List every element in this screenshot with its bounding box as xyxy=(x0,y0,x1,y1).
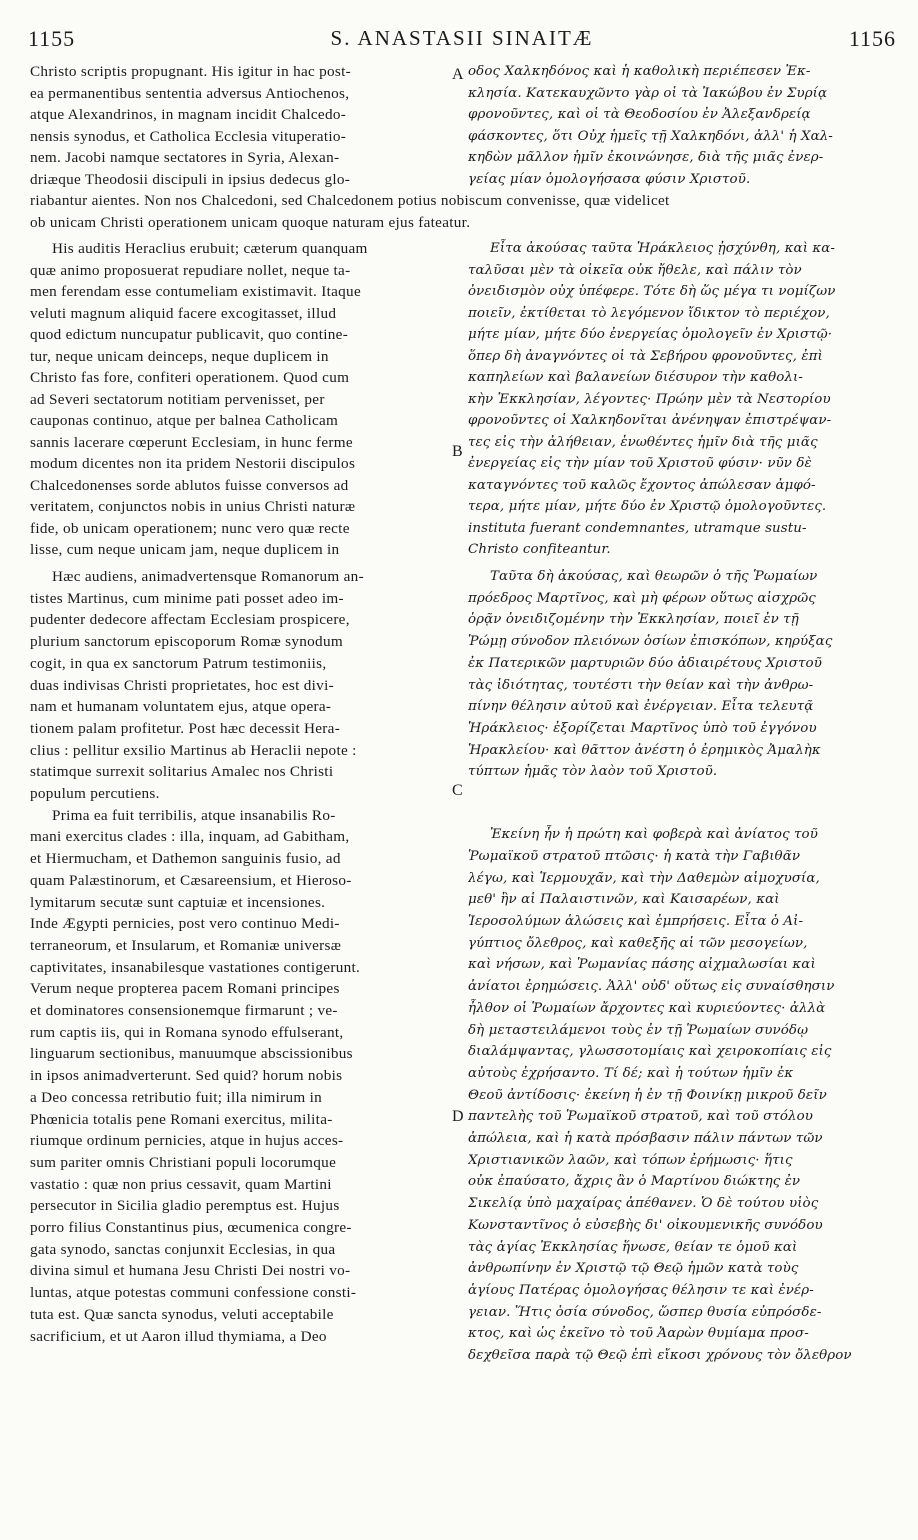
greek-text-line: Ῥώμῃ σύνοδον πλειόνων ὁσίων ἐπισκόπων, κηρύξας xyxy=(468,634,833,650)
greek-text-line: οὐκ ἐπαύσατο, ἄχρις ἂν ὁ Μαρτίνου διώκτης ἐν xyxy=(468,1174,801,1190)
greek-text-line: παντελὴς τοῦ Ῥωμαϊκοῦ στρατοῦ, καὶ τοῦ στόλου xyxy=(468,1109,814,1125)
latin-text-line: nensis synodus, et Catholica Ecclesia vituperatio- xyxy=(30,127,347,145)
latin-text-line: porro filius Constantinus pius, œcumenica congre- xyxy=(30,1219,352,1236)
latin-text-line: duas indivisas Christi proprietates, hoc est divi- xyxy=(30,676,334,694)
greek-text-line: Σικελίᾳ ὑπὸ μαχαίρας ἀπέθανεν. Ὁ δὲ τούτου υἱὸς xyxy=(468,1196,819,1212)
greek-text-line: Ταῦτα δὴ ἀκούσας, καὶ θεωρῶν ὁ τῆς Ῥωμαίων xyxy=(490,569,818,584)
latin-text-line: sannis lacerare cœperunt Ecclesiam, in hunc ferme xyxy=(30,433,353,451)
latin-text-line: driæque Theodosii discipuli in ipsius dedecus glo- xyxy=(30,170,351,188)
margin-marker-d: D xyxy=(452,1108,464,1125)
page-number-right: 1156 xyxy=(848,26,896,51)
spanning-text-line: ob unicam Christi operationem unicam quoque naturam ejus fateatur. xyxy=(30,213,471,231)
latin-text-line: riumque ordinum pernicies, atque in hujus acces- xyxy=(30,1132,344,1150)
greek-text-line: Ἡράκλειος· ἐξορίζεται Μαρτῖνος ὑπὸ τοῦ ἐγγόνου xyxy=(468,720,817,736)
latin-text-line: tistes Martinus, cum minime pati posset adeo im- xyxy=(30,589,344,607)
latin-text-line: fide, ob unicam operationem; nunc vero quæ recte xyxy=(30,519,350,537)
margin-marker-a: A xyxy=(452,66,464,83)
greek-text-line: τὰς ἁγίας Ἐκκλησίας ἥνωσε, θείαν τε ὁμοῦ καὶ xyxy=(468,1239,798,1255)
latin-text-line: quam Palæstinorum, et Cæsareensium, et Hieroso- xyxy=(30,871,352,889)
latin-text-line: modum dicentes non ita pridem Nestorii discipulos xyxy=(30,455,356,472)
greek-text-line: Ἡρακλείου· καὶ θᾶττον ἀνέστη ὁ ἐρημικὸς Ἀμαλὴκ xyxy=(468,742,821,758)
latin-text-line: captivitates, insanabilesque vastationes contigerunt. xyxy=(30,958,361,976)
latin-text-line: vastatio : quæ non prius cessavit, quam Martini xyxy=(30,1175,332,1193)
greek-text-line: δεχθεῖσα παρὰ τῷ Θεῷ ἐπὶ εἴκοσι χρόνους τὸν ὄλεθρον xyxy=(468,1348,852,1364)
greek-text-line: λέγω, καὶ Ἱερμουχᾶν, καὶ τὴν Δαθεμὼν αἱμοχυσία, xyxy=(468,870,820,886)
greek-text-line: instituta fuerant condemnantes, utramque sustu- xyxy=(468,520,807,536)
latin-text-line: Verum neque propterea pacem Romani principes xyxy=(30,980,340,998)
latin-text-line: a Deo concessa retributio fuit; illa nimirum in xyxy=(30,1088,323,1106)
spanning-text-line: riabantur aientes. Non nos Chalcedoni, sed Chalcedonem potius nobiscum convenisse, quæ videlicet xyxy=(30,192,670,209)
latin-text-line: veritatem, conjunctos nobis in unius Christi naturæ xyxy=(30,498,356,515)
greek-text-line: γείας μίαν ὁμολογήσασα φύσιν Χριστοῦ. xyxy=(468,171,751,187)
latin-text-line: lisse, cum neque unicam jam, neque duplicem in xyxy=(30,541,340,558)
latin-text-line: nem. Jacobi namque sectatores in Syria, Alexan- xyxy=(30,149,340,166)
latin-text-line: terraneorum, et Insularum, et Romaniæ universæ xyxy=(30,936,342,954)
greek-text-line: οδος Χαλκηδόνος καὶ ἡ καθολικὴ περιέπεσεν Ἐκ- xyxy=(468,64,811,79)
greek-text-line: αὐτοὺς ἐχρήσαντο. Τί δέ; καὶ ἡ τούτων ἡμῖν ἐκ xyxy=(468,1065,794,1081)
latin-text-line: rum captis iis, qui in Romana synodo effulserant, xyxy=(30,1023,344,1041)
greek-text-line: ἁγίους Πατέρας ὁμολογήσας θέλησιν τε καὶ ἐνέρ- xyxy=(468,1282,814,1298)
greek-text-line: ὅπερ δὴ ἀναγνόντες οἱ τὰ Σεβήρου φρονοῦντες, ἐπὶ xyxy=(468,348,823,364)
latin-text-line: clius : pellitur exsilio Martinus ab Heraclii nepote : xyxy=(30,741,357,759)
latin-text-line: Hæc audiens, animadvertensque Romanorum an- xyxy=(52,568,364,585)
greek-text-line: Christo confiteantur. xyxy=(468,542,611,557)
page-header xyxy=(28,26,896,60)
latin-text-line: gata synodo, sanctas conjunxit Ecclesias, in qua xyxy=(30,1240,336,1258)
latin-text-line: men ferendam esse contumeliam existimavit. Itaque xyxy=(30,283,361,300)
latin-text-line: tuta est. Quæ sancta synodus, veluti acceptabile xyxy=(30,1305,334,1323)
latin-text-line: cauponas continuo, atque per balnea Catholicam xyxy=(30,412,339,429)
page-number-left: 1155 xyxy=(28,26,76,51)
greek-text-line: τύπτων ἡμᾶς τὸν λαὸν τοῦ Χριστοῦ. xyxy=(468,764,718,780)
latin-text-line: tur, neque unicam deinceps, neque duplicem in xyxy=(30,347,329,365)
latin-text-line: et Hiermucham, et Dathemon sanguinis fusio, ad xyxy=(30,850,341,868)
greek-text-line: ποιεῖν, ἐκτίθεται τὸ λεγόμενον ἴδικτον τὸ περιέχον, xyxy=(468,305,830,321)
latin-text-line: lymitarum secutæ sunt captuiæ et incensiones. xyxy=(30,893,326,911)
latin-text-line: His auditis Heraclius erubuit; cæterum quanquam xyxy=(52,240,368,257)
latin-text-line: plurium sanctorum episcoporum Romæ synodum xyxy=(30,633,343,651)
latin-text-line: nam et humanam voluntatem ejus, atque opera- xyxy=(30,698,332,716)
greek-text-line: ἀπώλεια, καὶ ἡ κατὰ πρόσβασιν πάλιν πάντων τῶν xyxy=(468,1131,823,1147)
latin-text-line: et dominatores consensionemque firmarunt ; ve- xyxy=(30,1002,338,1019)
greek-text-line: καὶ νήσων, καὶ Ῥωμανίας πάσης αἰχμαλωσίαι καὶ xyxy=(468,957,816,973)
greek-text-line: διαλάμψαντας, γλωσσοτομίαις καὶ χειροκοπίαις εἰς xyxy=(468,1044,832,1060)
greek-text-line: πίνην θέλησιν αὐτοῦ καὶ ἐνέργειαν. Εἶτα τελευτᾷ xyxy=(468,699,814,715)
greek-text-line: μήτε μίαν, μήτε δύο ἐνεργείας ὁμολογεῖν ἐν Χριστῷ· xyxy=(468,327,833,342)
latin-text-line: populum percutiens. xyxy=(30,785,160,802)
greek-text-line: τες εἰς τὴν ἀλήθειαν, ἑνωθέντες ἡμῖν διὰ τῆς μιᾶς xyxy=(468,434,818,450)
latin-text-line: atque Alexandrinos, in magnam incidit Chalcedo- xyxy=(30,106,347,123)
latin-text-line: luntas, atque potestas communi confessione consti- xyxy=(30,1284,357,1302)
greek-text-line: τερα, μήτε μίαν, μήτε δύο ἐν Χριστῷ ὁμολογοῦντες. xyxy=(468,499,827,514)
running-title: S. ANASTASII SINAITÆ xyxy=(330,26,594,50)
latin-text-line: veluti magnum aliquid facere excogitasset, illud xyxy=(30,304,337,322)
latin-text-line: in ipsos animadverterunt. Sed quid? horum nobis xyxy=(30,1067,343,1085)
greek-text-line: Θεοῦ ἀντίδοσις· ἐκείνη ἡ ἐν τῇ Φοινίκῃ μικροῦ δεῖν xyxy=(468,1087,827,1103)
margin-marker-c: C xyxy=(452,782,463,799)
greek-text-line: πρόεδρος Μαρτῖνος, καὶ μὴ φέρων οὕτως αἰσχρῶς xyxy=(468,590,816,606)
latin-text-line: Phœnicia totalis pene Romani exercitus, milita- xyxy=(30,1110,333,1128)
latin-text-line: sum pariter omnis Christiani populi locorumque xyxy=(30,1153,337,1171)
latin-text-line: Chalcedonenses sorde ablutos fuisse conversos ad xyxy=(30,476,349,494)
greek-text-line: Χριστιανικῶν λαῶν, καὶ τόπων ἐρήμωσις· ἥτις xyxy=(468,1152,793,1168)
latin-text-line: quæ animo proposuerat repudiare nollet, neque ta- xyxy=(30,261,351,279)
greek-text-line: κλησία. Κατεκαυχῶντο γὰρ οἱ τὰ Ἰακώβου ἐν Συρίᾳ xyxy=(468,85,828,101)
greek-text-line: δὴ μεταστειλάμενοι τοὺς ἐν τῇ Ῥωμαίων συνόδῳ xyxy=(468,1022,809,1038)
greek-text-line: ἀνθρωπίνην ἐν Χριστῷ τῷ Θεῷ ἡμῶν κατὰ τοὺς xyxy=(468,1261,799,1277)
margin-marker-b: B xyxy=(452,443,463,460)
greek-text-line: καταγνόντες τοῦ καλῶς ἔχοντος ἀπώλεσαν ἀμφό- xyxy=(468,477,816,493)
greek-text-line: γειαν. Ἥτις ὁσία σύνοδος, ὥσπερ θυσία εὐπρόσδε- xyxy=(468,1304,822,1320)
latin-text-line: statimque surrexit solitarius Amalec nos Christi xyxy=(30,763,334,781)
greek-text-line: κηδὼν μᾶλλον ἡμῖν ἐκοινώνησε, διὰ τῆς μιᾶς ἐνερ- xyxy=(468,150,824,165)
latin-text-line: Prima ea fuit terribilis, atque insanabilis Ro- xyxy=(52,806,336,824)
latin-text-line: Christo scriptis propugnant. His igitur in hac post- xyxy=(30,63,352,80)
greek-text-line: Ῥωμαϊκοῦ στρατοῦ πτῶσις· ἡ κατὰ τὴν Γαβιθᾶν xyxy=(468,848,801,864)
latin-text-line: pudenter dedecore affectam Ecclesiam prospicere, xyxy=(30,611,350,629)
greek-text-line: Ἱεροσολύμων ἁλώσεις καὶ ἐμπρήσεις. Εἶτα ὁ Αἰ- xyxy=(468,914,804,930)
greek-text-line: τὰς ἰδιότητας, τουτέστι τὴν θείαν καὶ τὴν ἀνθρω- xyxy=(468,677,814,693)
latin-text-line: quod edictum nuncupatur publicavit, quo contine- xyxy=(30,326,349,343)
latin-text-line: sacrificium, et ut Aaron illud thymiama, a Deo xyxy=(30,1327,327,1345)
greek-text-line: καπηλείων καὶ βαλανείων διέσυρον τὴν καθολι- xyxy=(468,370,803,385)
latin-text-line: Inde Ægypti pernicies, post vero continuo Medi- xyxy=(30,915,340,933)
greek-text-line: ἐνεργείας εἰς τὴν μίαν τοῦ Χριστοῦ φύσιν· νῦν δὲ xyxy=(468,456,812,471)
latin-text-line: ea permanentibus sententia adversus Antiochenos, xyxy=(30,84,350,102)
greek-text-line: φάσκοντες, ὅτι Οὐχ ἡμεῖς τῇ Χαλκηδόνι, ἀλλ' ἡ Χαλ- xyxy=(468,128,833,144)
latin-text-line: linguarum sectionibus, manuumque abscissionibus xyxy=(30,1045,353,1063)
greek-text-line: φρονοῦντες οἱ Χαλκηδονῖται ἀνένηψαν ἐπιστρέψαν- xyxy=(468,413,832,428)
latin-text-line: cogit, in qua ex sanctorum Patrum testimoniis, xyxy=(30,654,327,672)
greek-text-line: Εἶτα ἀκούσας ταῦτα Ἡράκλειος ᾐσχύνθη, καὶ κα- xyxy=(490,241,836,256)
greek-text-line: ἐκ Πατερικῶν μαρτυριῶν δύο ἀδιαιρέτους Χριστοῦ xyxy=(468,655,822,671)
greek-text-line: ἀνίατοι ἐρημώσεις. Ἀλλ' οὐδ' οὕτως εἰς συναίσθησιν xyxy=(468,979,835,995)
greek-text-line: ταλῦσαι μὲν τὰ οἰκεῖα οὐκ ἤθελε, καὶ πάλιν τὸν xyxy=(468,262,802,278)
greek-text-line: Κωνσταντῖνος ὁ εὐσεβὴς δι' οἰκουμενικῆς συνόδου xyxy=(468,1217,823,1233)
greek-text-line: ὁρᾷν ὀνειδιζομένην τὴν Ἐκκλησίαν, ποιεῖ ἐν τῇ xyxy=(468,612,799,628)
greek-text-line: Ἐκείνη ἦν ἡ πρώτη καὶ φοβερὰ καὶ ἀνίατος τοῦ xyxy=(490,827,818,843)
greek-text-line: φρονοῦντες, καὶ οἱ τὰ Θεοδοσίου ἐν Ἀλεξανδρείᾳ xyxy=(468,107,811,122)
latin-text-line: ad Severi sectatorum notitiam pervenisset, per xyxy=(30,390,325,408)
latin-text-line: mani exercitus clades : illa, inquam, ad Gabitham, xyxy=(30,828,350,846)
greek-text-line: κὴν Ἐκκλησίαν, λέγοντες· Πρώην μὲν τὰ Νεστορίου xyxy=(468,391,831,407)
greek-text-line: κτος, καὶ ὡς ἐκεῖνο τὸ τοῦ Ἀαρὼν θυμίαμα προσ- xyxy=(468,1326,809,1342)
greek-text-line: γύπτιος ὄλεθρος, καὶ καθεξῆς αἱ τῶν μεσογείων, xyxy=(468,935,808,951)
latin-text-line: Christo fas fore, confiteri operationem. Quod cum xyxy=(30,369,350,386)
greek-text-line: ὀνειδισμὸν οὐχ ὑπέφερε. Τότε δὴ ὥς μέγα τι νομίζων xyxy=(468,284,836,299)
latin-text-line: tionem palam profitetur. Post hæc decessit Hera- xyxy=(30,719,341,737)
latin-text-line: divina simul et humana Jesu Christi Dei nostri vo- xyxy=(30,1262,351,1280)
latin-text-line: persecutor in Sicilia gladio peremptus est. Hujus xyxy=(30,1197,340,1215)
greek-text-line: μεθ' ἣν αἱ Παλαιστινῶν, καὶ Καισαρέων, καὶ xyxy=(468,892,780,908)
greek-text-line: ἦλθον οἱ Ῥωμαίων ἄρχοντες καὶ κυριεύοντες· ἀλλὰ xyxy=(468,1000,826,1016)
